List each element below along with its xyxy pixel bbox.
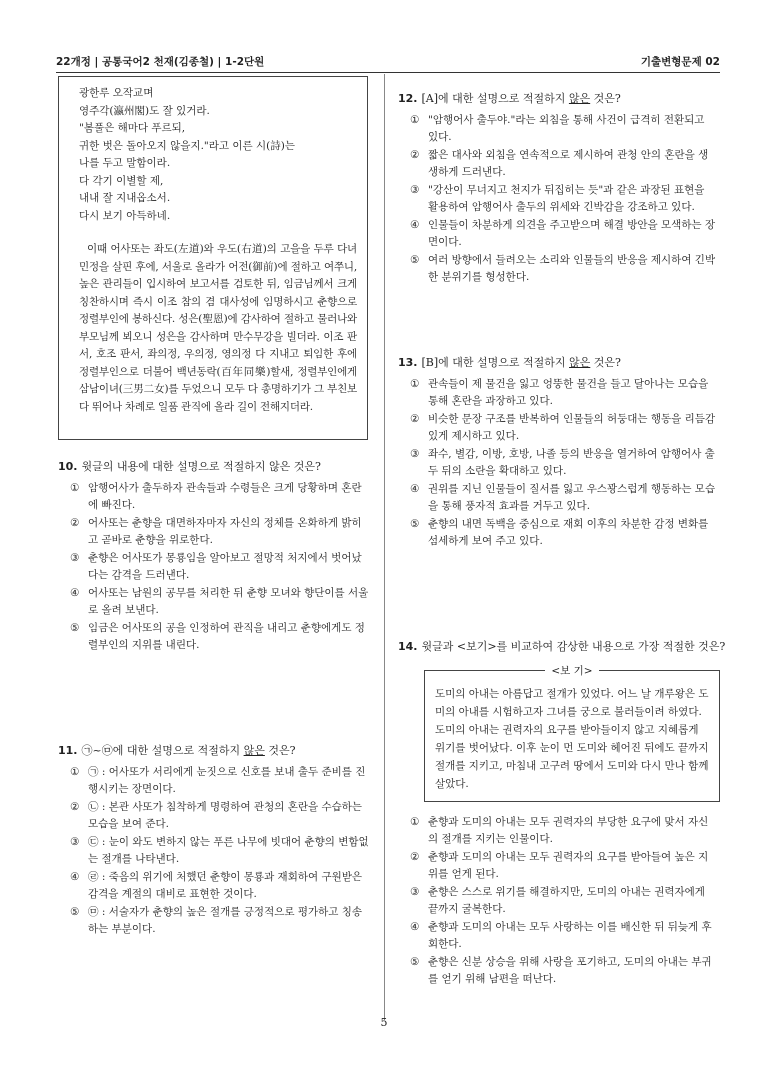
question-10-title: 10. 윗글의 내용에 대한 설명으로 적절하지 않은 것은? xyxy=(58,460,321,473)
question-11 xyxy=(58,742,370,939)
bogi-title: <보 기> xyxy=(545,665,598,677)
q10-option-4[interactable]: ④ 어사또는 남원의 공무를 처리한 뒤 춘향 모녀와 향단이를 서울로 올려 보낸다. xyxy=(70,586,369,616)
poem-line: 영주각(瀛州閣)도 잘 있거라. xyxy=(79,104,210,117)
passage-prose: 이때 어사또는 좌도(左道)와 우도(右道)의 고을을 두루 다녀 민정을 살핀 후에, 서울로 올라가 어전(御前)에 절하고 여쭈니, 높은 관리들이 입시하여 보고서를 검토한 뒤, 임금님께서 크게 칭찬하시며 즉시 이조 참의 겸 대사성에 임명하시고 춘향으로 정렬부인에 봉하신다. 성은(聖恩)에 감사하여 절하고 물러나와 부모님께 뵈오니 성은을 감사하며 만수무강을 빌더라. 이조 판서, 호조 판서, 좌의정, 우의정, 영의정 다 지내고 퇴임한 후에 정렬부인으로 더불어 백년동락(百年同樂)할새, 정렬부인에게 삼남이녀(三男二女)를 두었으니 모두 다 총명하기가 그 부친보다 뛰어나 차례로 일품 관직에 올라 길이 전해지더라. xyxy=(79,243,357,413)
q14-option-3[interactable]: ③ 춘향은 스스로 위기를 해결하지만, 도미의 아내는 권력자에게 끝까지 굴복한다. xyxy=(410,885,705,915)
q13-option-2[interactable]: ② 비슷한 문장 구조를 반복하여 인물들의 허둥대는 행동을 리듬감 있게 제시하고 있다. xyxy=(410,412,716,442)
poem-line: 내내 잘 지내옵소서. xyxy=(79,192,171,204)
header-set-title: 기출변형문제 02 xyxy=(640,56,720,68)
q14-option-5[interactable]: ⑤ 춘향은 신분 상승을 위해 사랑을 포기하고, 도미의 아내는 부귀를 얻기 위해 남편을 떠난다. xyxy=(410,955,712,985)
q12-option-2[interactable]: ② 짧은 대사와 외침을 연속적으로 제시하여 관청 안의 혼란을 생생하게 드러낸다. xyxy=(410,148,709,178)
bogi-text: 도미의 아내는 아름답고 절개가 있었다. 어느 날 개루왕은 도미의 아내를 시험하고자 그녀를 궁으로 불러들이려 하였다. 도미의 아내는 권력자의 요구를 받아들이지 않고 지혜롭게 위기를 벗어났다. 이후 눈이 먼 도미와 헤어진 뒤에도 끝까지 절개를 지키고, 마침내 고구려 땅에서 도미와 다시 만나 함께 살았다. xyxy=(435,687,709,790)
question-14 xyxy=(398,638,726,989)
q11-option-5[interactable]: ⑤ ㉤ : 서술자가 춘향의 높은 절개를 긍정적으로 평가하고 칭송하는 부분이다. xyxy=(70,905,363,935)
poem-line: 나를 두고 말함이라. xyxy=(79,157,171,169)
q11-option-3[interactable]: ③ ㉢ : 눈이 와도 변하지 않는 푸른 나무에 빗대어 춘향의 변함없는 절개를 나타낸다. xyxy=(70,835,369,865)
q14-option-1[interactable]: ① 춘향과 도미의 아내는 모두 권력자의 부당한 요구에 맞서 자신의 절개를 지키는 인물이다. xyxy=(410,815,709,845)
q10-option-5[interactable]: ⑤ 임금은 어사또의 공을 인정하여 관직을 내리고 춘향에게도 정렬부인의 지위를 내린다. xyxy=(70,621,365,651)
q14-option-2[interactable]: ② 춘향과 도미의 아내는 모두 권력자의 요구를 받아들여 높은 지위를 얻게 된다. xyxy=(410,850,709,880)
question-13-title: 13. [B]에 대한 설명으로 적절하지 않은 것은? xyxy=(398,356,621,369)
q10-option-3[interactable]: ③ 춘향은 어사또가 몽룡임을 알아보고 절망적 처지에서 벗어났다는 감격을 드러낸다. xyxy=(70,551,362,581)
question-12 xyxy=(398,90,716,287)
q10-option-1[interactable]: ① 암행어사가 출두하자 관속들과 수령들은 크게 당황하며 혼란에 빠진다. xyxy=(70,481,362,511)
q11-option-4[interactable]: ④ ㉣ : 죽음의 위기에 처했던 춘향이 몽룡과 재회하여 구원받은 감격을 계절의 대비로 표현한 것이다. xyxy=(70,870,363,900)
q12-option-4[interactable]: ④ 인물들이 차분하게 의견을 주고받으며 해결 방안을 모색하는 장면이다. xyxy=(410,218,716,248)
q12-option-5[interactable]: ⑤ 여러 방향에서 들려오는 소리와 인물들의 반응을 제시하여 긴박한 분위기를 형성한다. xyxy=(410,253,716,283)
bogi-box xyxy=(424,664,720,802)
q12-option-3[interactable]: ③ "강산이 무너지고 천지가 뒤집히는 듯"과 같은 과장된 표현을 활용하여 암행어사 출두의 위세와 긴박감을 강조하고 있다. xyxy=(410,183,705,213)
q13-option-1[interactable]: ① 관속들이 제 물건을 잃고 엉뚱한 물건을 들고 달아나는 모습을 통해 혼란을 과장하고 있다. xyxy=(410,377,709,407)
q13-option-3[interactable]: ③ 좌수, 별감, 이방, 호방, 나졸 등의 반응을 열거하여 암행어사 출두 뒤의 소란을 확대하고 있다. xyxy=(410,447,715,477)
page-header xyxy=(56,54,720,72)
question-13 xyxy=(398,354,716,551)
poem-line: "봄풀은 해마다 푸르되, xyxy=(79,122,186,134)
question-10 xyxy=(58,458,370,655)
q12-option-1[interactable]: ① "암행어사 출두야."라는 외침을 통해 사건이 급격히 전환되고 있다. xyxy=(410,113,705,143)
poem-line: 광한루 오작교며 xyxy=(79,87,154,99)
q11-option-2[interactable]: ② ㉡ : 본관 사또가 침착하게 명령하여 관청의 혼란을 수습하는 모습을 보여 준다. xyxy=(70,800,363,830)
question-12-title: 12. [A]에 대한 설명으로 적절하지 않은 것은? xyxy=(398,92,621,105)
passage-poem xyxy=(79,85,357,225)
q14-option-4[interactable]: ④ 춘향과 도미의 아내는 모두 사랑하는 이를 배신한 뒤 뒤늦게 후회한다. xyxy=(410,920,712,950)
q10-option-2[interactable]: ② 어사또는 춘향을 대면하자마자 자신의 정체를 온화하게 밝히고 곧바로 춘향을 위로한다. xyxy=(70,516,362,546)
column-divider xyxy=(384,74,385,1020)
q13-option-5[interactable]: ⑤ 춘향의 내면 독백을 중심으로 재회 이후의 차분한 감정 변화를 섬세하게 보여 주고 있다. xyxy=(410,517,709,547)
poem-line: 다 각기 이별할 제, xyxy=(79,174,164,187)
header-rule xyxy=(56,72,720,73)
passage-box xyxy=(58,76,368,440)
question-14-title: 14. 윗글과 <보기>를 비교하여 감상한 내용으로 가장 적절한 것은? xyxy=(398,640,726,653)
page-number: 5 xyxy=(380,1016,388,1029)
q11-option-1[interactable]: ① ㉠ : 어사또가 서리에게 눈짓으로 신호를 보내 출두 준비를 진행시키는 장면이다. xyxy=(70,765,366,795)
q13-option-4[interactable]: ④ 권위를 지닌 인물들이 질서를 잃고 우스꽝스럽게 행동하는 모습을 통해 풍자적 효과를 거두고 있다. xyxy=(410,482,716,512)
poem-line: 귀한 벗은 돌아오지 않을지."라고 이른 시(詩)는 xyxy=(79,139,295,152)
header-course: 22개정 | 공통국어2 천재(김종철) | 1-2단원 xyxy=(56,56,265,68)
question-11-title: 11. ㉠~㉤에 대한 설명으로 적절하지 않은 것은? xyxy=(58,744,296,757)
poem-line: 다시 보기 아득하네. xyxy=(79,209,171,222)
